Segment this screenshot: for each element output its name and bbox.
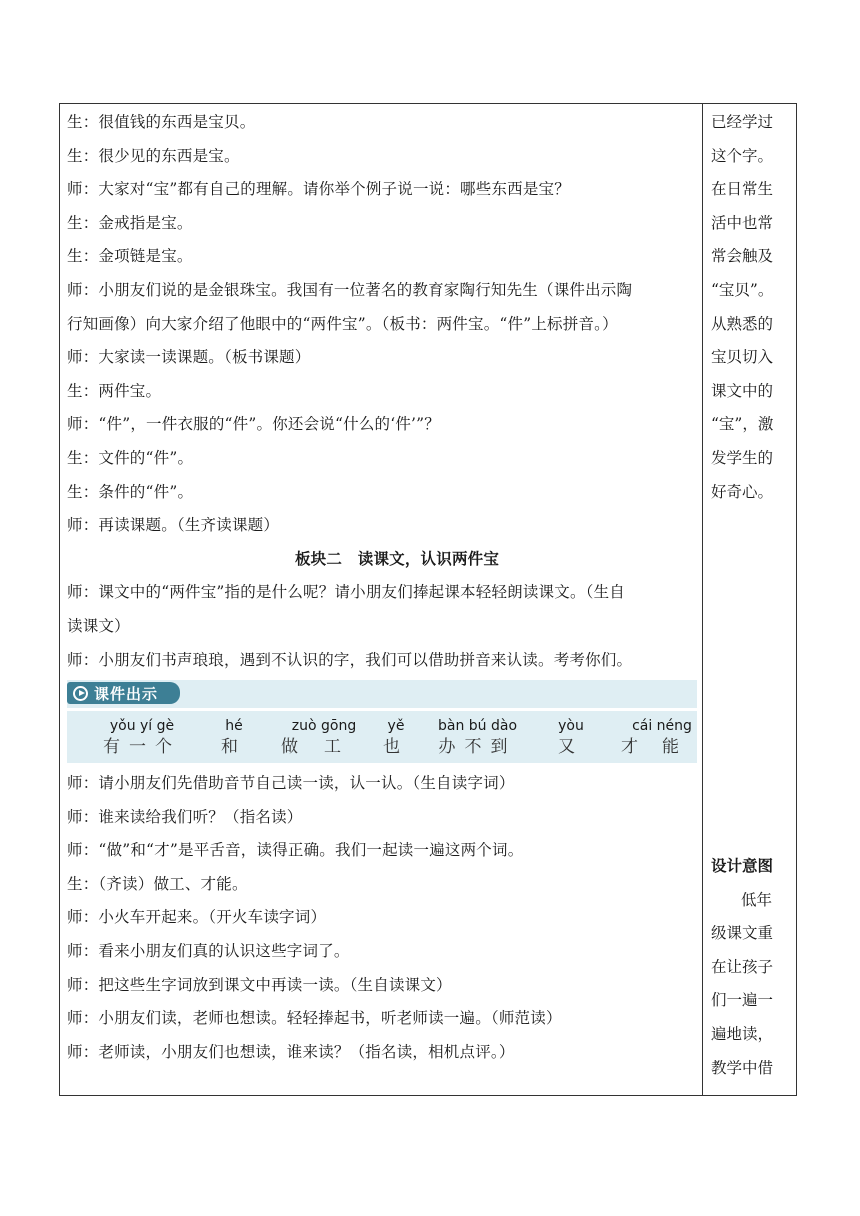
design-notes-column — [711, 106, 793, 509]
note-line: 们一遍一 — [711, 991, 774, 1010]
word-item — [103, 717, 181, 759]
dialogue-line: 师：小朋友们说的是金银珠宝。我国有一位著名的教育家陶行知先生（课件出示陶 — [67, 280, 633, 299]
dialogue-line: 师：再读课题。（生齐读课题） — [67, 516, 280, 535]
note-line: “宝”，激 — [711, 415, 774, 434]
play-icon — [73, 686, 88, 701]
note-line: 遍地读， — [711, 1024, 774, 1043]
word-hanzi: 有一个 — [103, 737, 181, 758]
note-line: 从熟悉的 — [711, 314, 774, 333]
note-line: 活中也常 — [711, 213, 774, 232]
dialogue-line: 行知画像）向大家介绍了他眼中的“两件宝”。（板书：两件宝。“件”上标拼音。） — [67, 314, 618, 333]
note-line: 这个字。 — [711, 146, 774, 165]
dialogue-line: 读课文） — [67, 616, 130, 635]
word-item — [281, 717, 367, 759]
word-hanzi: 才能 — [621, 737, 703, 758]
note-line: 教学中借 — [711, 1058, 774, 1077]
word-pinyin: yě — [387, 718, 405, 735]
word-item — [221, 717, 247, 759]
dialogue-line: 师：看来小朋友们真的认识这些字词了。 — [67, 942, 350, 961]
dialogue-line: 生：金项链是宝。 — [67, 247, 193, 266]
dialogue-line: 师：谁来读给我们听？（指名读） — [67, 807, 303, 826]
section-title: 板块二 读课文，认识两件宝 — [294, 549, 500, 568]
design-intent-title: 设计意图 — [711, 857, 774, 875]
note-line: “宝贝”。 — [711, 280, 774, 299]
dialogue-line: 生：金戒指是宝。 — [67, 213, 193, 232]
dialogue-block-words — [67, 767, 697, 1069]
dialogue-line: 师：老师读，小朋友们也想读，谁来读？（指名读，相机点评。） — [67, 1042, 515, 1061]
note-line: 常会触及 — [711, 247, 774, 266]
pinyin-word-box — [67, 711, 703, 763]
note-line: 在让孩子 — [711, 957, 774, 976]
courseware-banner — [67, 680, 697, 708]
word-pinyin: hé — [225, 718, 243, 735]
dialogue-line: 师：课文中的“两件宝”指的是什么呢？请小朋友们捧起课本轻轻朗读课文。（生自 — [67, 583, 626, 602]
dialogue-line: 生：两件宝。 — [67, 381, 162, 400]
word-pinyin: yǒu yí gè — [109, 718, 175, 735]
word-item — [383, 717, 409, 759]
courseware-tag — [67, 682, 180, 704]
note-line: 宝贝切入 — [711, 348, 774, 367]
word-pinyin: cái néng — [632, 718, 692, 735]
note-line: 在日常生 — [711, 180, 774, 199]
dialogue-line: 生：条件的“件”。 — [67, 482, 194, 501]
courseware-label: 课件出示 — [94, 684, 159, 703]
dialogue-block-reading — [67, 576, 697, 677]
dialogue-line: 生：（齐读）做工、才能。 — [67, 874, 248, 893]
word-hanzi: 办不到 — [438, 737, 517, 758]
teaching-process-column — [67, 106, 703, 1069]
note-line: 低年 — [741, 890, 773, 909]
dialogue-line: 师：“件”，一件衣服的“件”。你还会说“什么的‘件’”？ — [67, 415, 440, 434]
word-pinyin: yòu — [558, 718, 584, 735]
dialogue-line: 生：文件的“件”。 — [67, 448, 194, 467]
word-pinyin: zuò gōng — [291, 718, 357, 735]
word-hanzi: 也 — [383, 737, 409, 758]
word-item — [621, 717, 703, 759]
dialogue-line: 师：小朋友们书声琅琅，遇到不认识的字，我们可以借助拼音来认读。考考你们。 — [67, 650, 633, 669]
word-hanzi: 又 — [558, 737, 584, 758]
column-divider — [702, 103, 703, 1096]
note-line: 好奇心。 — [711, 482, 774, 501]
word-item — [438, 717, 517, 759]
dialogue-line: 师：大家读一读课题。（板书课题） — [67, 348, 311, 367]
dialogue-line: 师：请小朋友们先借助音节自己读一读，认一认。（生自读字词） — [67, 774, 515, 793]
word-hanzi: 做工 — [281, 737, 367, 758]
dialogue-line: 师：大家对“宝”都有自己的理解。请你举个例子说一说：哪些东西是宝？ — [67, 180, 570, 199]
note-line: 级课文重 — [711, 924, 774, 943]
dialogue-line: 师：小火车开起来。（开火车读字词） — [67, 908, 327, 927]
word-pinyin: bàn bú dào — [438, 718, 518, 735]
note-line: 已经学过 — [711, 113, 774, 131]
dialogue-line: 师：“做”和“才”是平舌音，读得正确。我们一起读一遍这两个词。 — [67, 841, 524, 860]
word-item — [558, 717, 584, 759]
dialogue-block-intro — [67, 106, 697, 543]
dialogue-line: 生：很值钱的东西是宝贝。 — [67, 113, 256, 131]
word-hanzi: 和 — [221, 737, 247, 758]
dialogue-line: 生：很少见的东西是宝。 — [67, 146, 240, 165]
note-line: 课文中的 — [711, 381, 774, 400]
dialogue-line: 师：小朋友们读，老师也想读。轻轻捧起书，听老师读一遍。（师范读） — [67, 1009, 562, 1028]
dialogue-line: 师：把这些生字词放到课文中再读一读。（生自读课文） — [67, 975, 452, 994]
design-intent-column — [711, 850, 793, 1085]
note-line: 发学生的 — [711, 448, 774, 467]
